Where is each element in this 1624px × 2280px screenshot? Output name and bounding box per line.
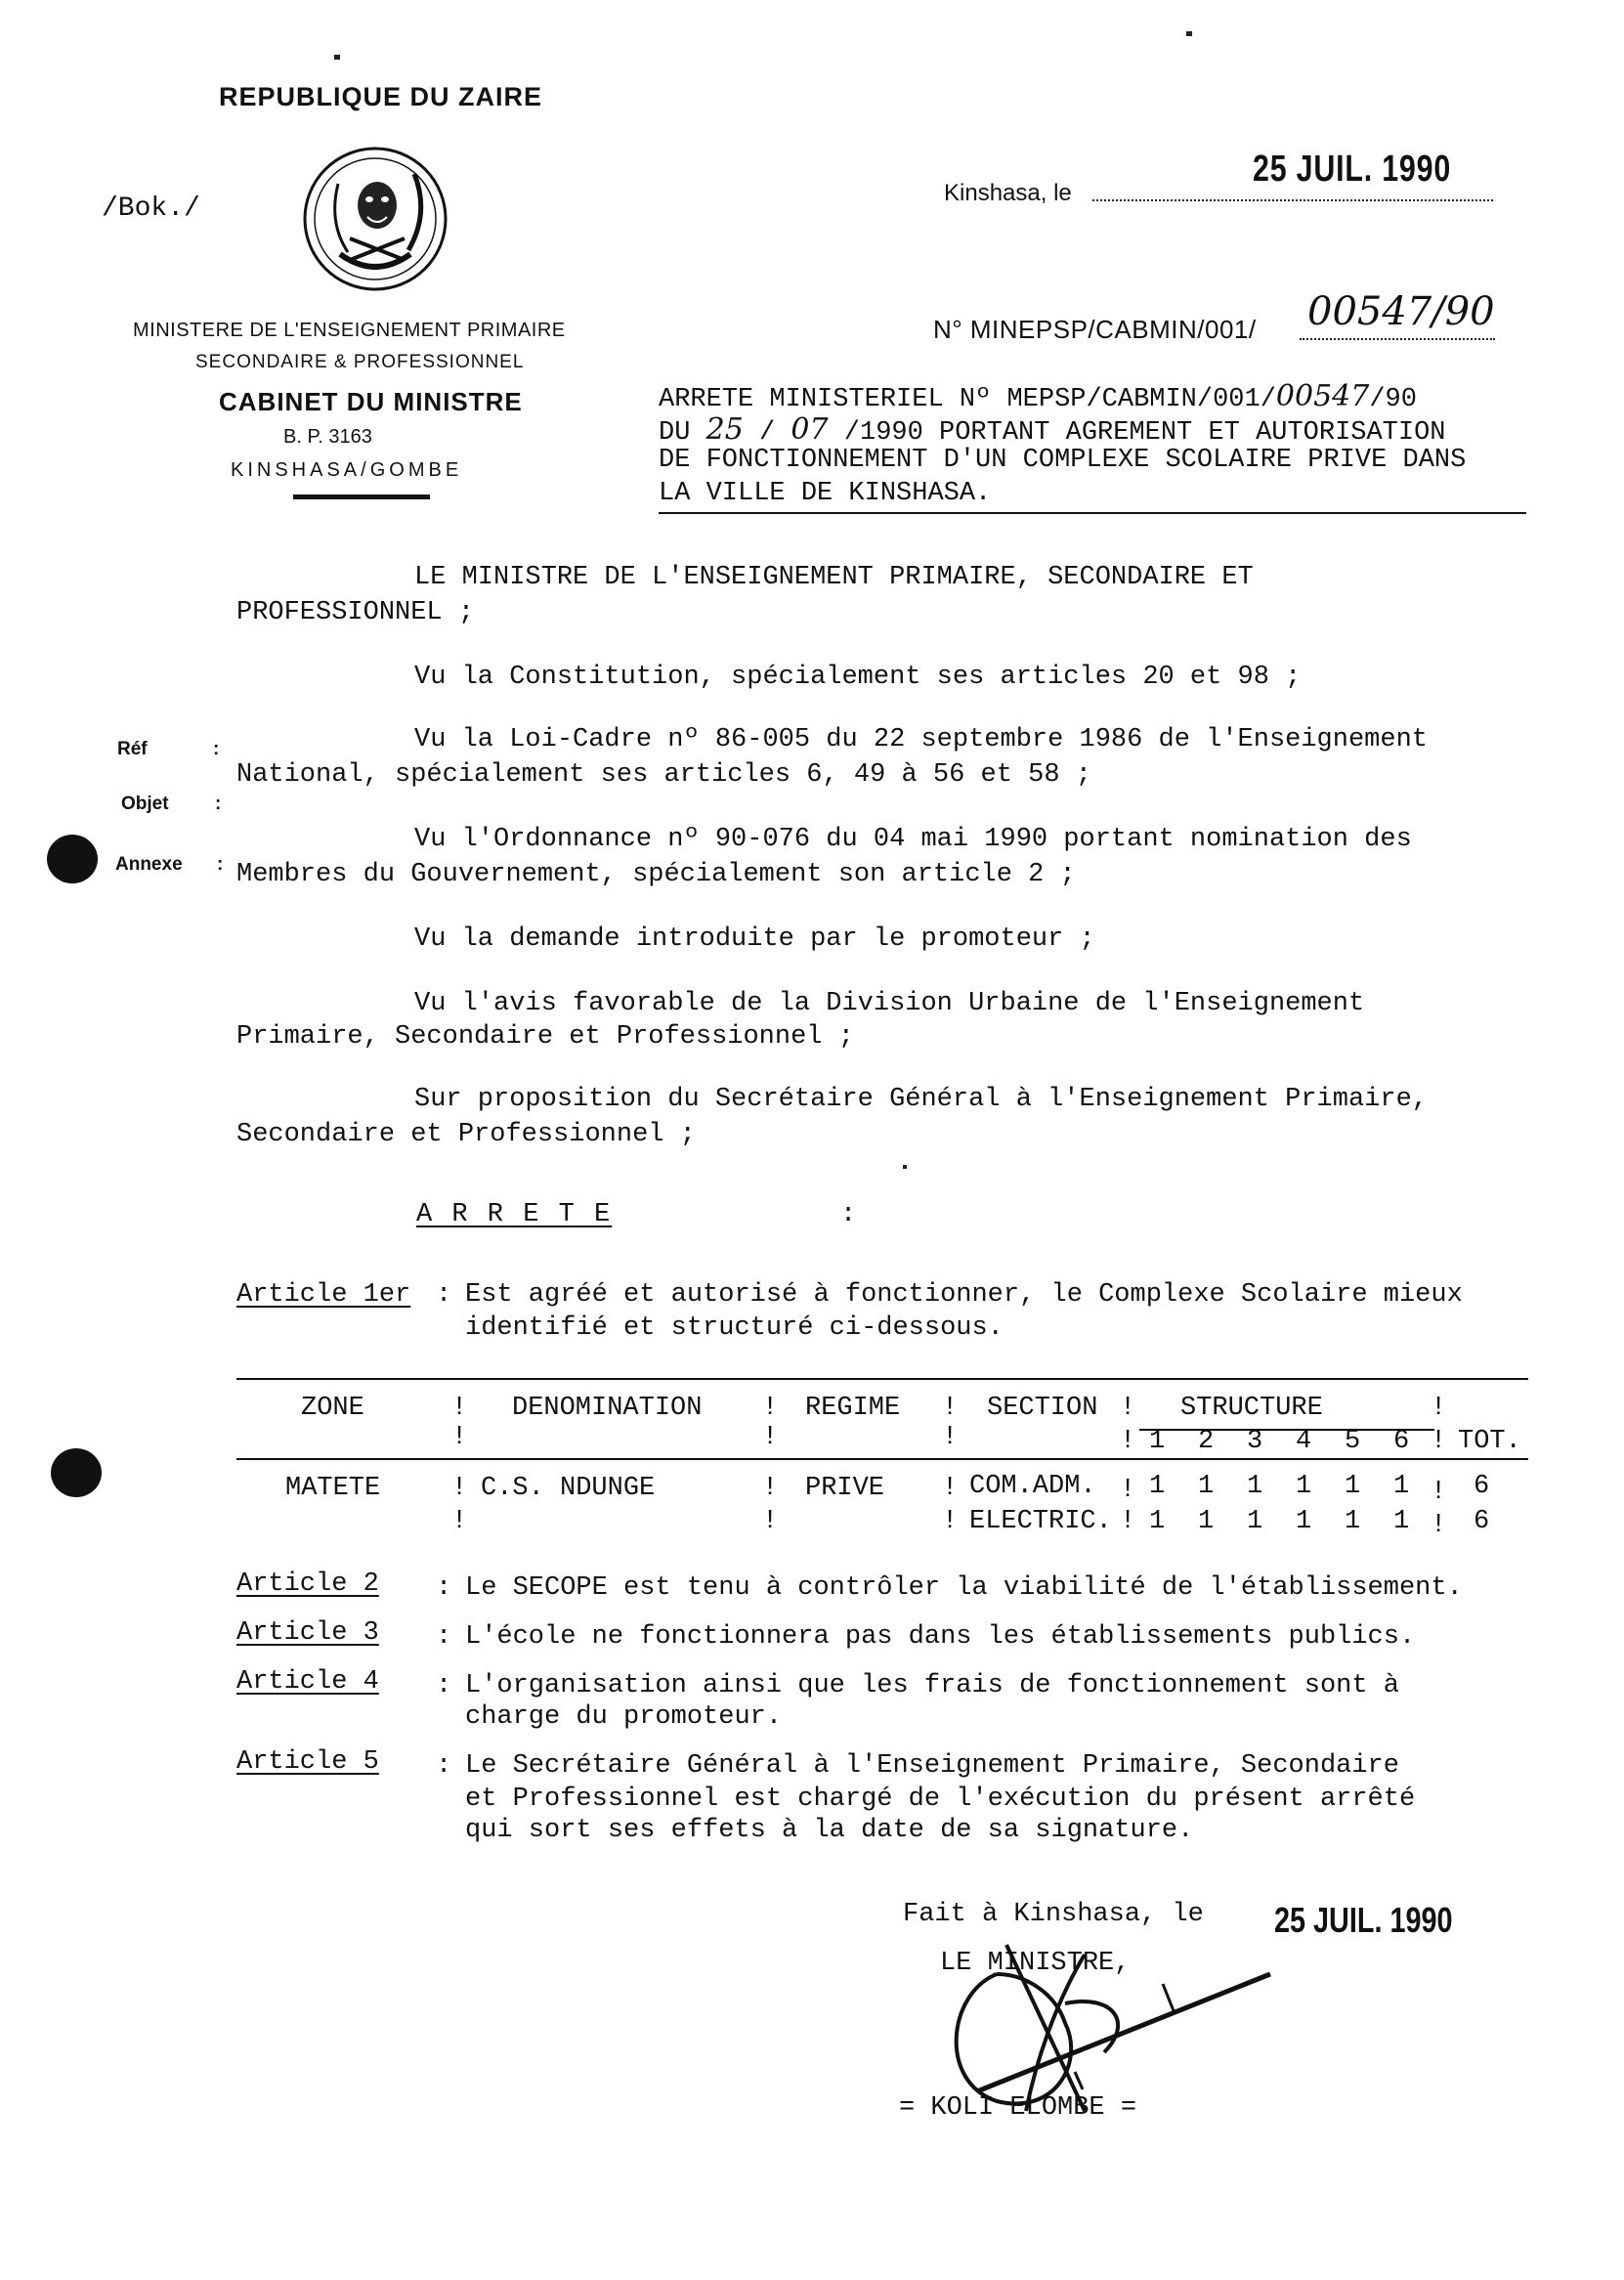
- article-3-line1: L'école ne fonctionnera pas dans les établissements publics.: [465, 1622, 1416, 1652]
- article-5-sep: :: [436, 1751, 452, 1781]
- structure-col-1: 1: [1149, 1427, 1166, 1456]
- table-header-denomination: DENOMINATION: [512, 1394, 703, 1423]
- table-cell-total: 6: [1474, 1472, 1490, 1501]
- side-colon-annexe: :: [217, 854, 224, 875]
- table-separator: !: [1431, 1394, 1447, 1423]
- table-cell-value: 1: [1198, 1507, 1215, 1536]
- table-separator: !: [1120, 1427, 1136, 1456]
- table-separator: !: [1431, 1427, 1447, 1456]
- article-3-label: Article 3: [236, 1618, 379, 1648]
- table-header-zone: ZONE: [301, 1394, 364, 1423]
- preamble-p2: Vu la Constitution, spécialement ses articles 20 et 98 ;: [414, 663, 1302, 692]
- table-header-rule: [236, 1458, 1528, 1460]
- signature-place-line: Fait à Kinshasa, le: [903, 1900, 1204, 1929]
- side-label-ref: Réf: [117, 739, 148, 759]
- reference-label: N° MINEPSP/CABMIN/001/: [933, 315, 1257, 344]
- city-line: KINSHASA/GOMBE: [231, 459, 463, 481]
- structure-underline: [1139, 1429, 1434, 1431]
- table-cell-value: 1: [1296, 1472, 1312, 1501]
- table-cell-value: 1: [1247, 1507, 1263, 1536]
- title-hand-month: 07: [791, 412, 829, 447]
- structure-col-2: 2: [1198, 1427, 1215, 1456]
- decree-heading: A R R E T E: [416, 1200, 613, 1229]
- article-1-label: Article 1er: [236, 1280, 411, 1310]
- dateline-dots: [1092, 199, 1493, 201]
- signature-stamp-date: 25 JUIL. 1990: [1274, 1900, 1453, 1940]
- dateline-stamp: 25 JUIL. 1990: [1253, 149, 1452, 190]
- side-colon-objet: :: [215, 794, 222, 814]
- structure-col-5: 5: [1345, 1427, 1361, 1456]
- table-cell-value: 1: [1149, 1507, 1166, 1536]
- table-header-section: SECTION: [987, 1394, 1098, 1423]
- article-2-label: Article 2: [236, 1570, 379, 1599]
- table-separator: !: [942, 1423, 959, 1452]
- reference-handwritten: 00547/90: [1307, 289, 1495, 334]
- decree-colon: :: [840, 1200, 857, 1229]
- article-4-label: Article 4: [236, 1667, 379, 1697]
- table-separator: !: [1120, 1394, 1136, 1423]
- article-5-line2: et Professionnel est chargé de l'exécution du présent arrêté: [465, 1785, 1416, 1814]
- scan-speck: [1186, 31, 1192, 36]
- ministry-line-1: MINISTERE DE L'ENSEIGNEMENT PRIMAIRE: [133, 320, 566, 341]
- table-cell-value: 1: [1296, 1507, 1312, 1536]
- city-underline: [293, 495, 430, 499]
- table-separator: !: [762, 1507, 779, 1536]
- table-cell-value: 1: [1198, 1472, 1215, 1501]
- title-line-3: DE FONCTIONNEMENT D'UN COMPLEXE SCOLAIRE PRIVE DANS: [659, 446, 1467, 475]
- ref-initials: /Bok./: [102, 194, 200, 224]
- signature-name: = KOLI ELOMBE =: [899, 2093, 1137, 2123]
- ministry-line-2: SECONDAIRE & PROFESSIONNEL: [195, 352, 525, 372]
- table-cell-value: 1: [1345, 1507, 1361, 1536]
- punch-hole-mark: [45, 833, 100, 885]
- table-cell-value: 1: [1247, 1472, 1263, 1501]
- table-cell-value: 1: [1393, 1472, 1410, 1501]
- preamble-p1-line2: PROFESSIONNEL ;: [236, 598, 475, 627]
- table-separator: !: [1120, 1476, 1136, 1505]
- article-2-sep: :: [436, 1573, 452, 1603]
- article-1-line1: Est agréé et autorisé à fonctionner, le Complexe Scolaire mieux: [465, 1280, 1463, 1310]
- dateline-label: Kinshasa, le: [944, 180, 1072, 206]
- title-rule: [659, 512, 1526, 514]
- scan-speck: [903, 1165, 907, 1169]
- table-header-total: TOT.: [1458, 1427, 1521, 1456]
- table-separator: !: [1120, 1507, 1136, 1536]
- preamble-p3-line2: National, spécialement ses articles 6, 49 à 56 et 58 ;: [236, 760, 1091, 790]
- title-hand-number: 00547: [1275, 379, 1370, 413]
- structure-col-4: 4: [1296, 1427, 1312, 1456]
- title-line-2: DU 25 / 07 /1990 PORTANT AGREMENT ET AUTORISATION: [659, 412, 1446, 448]
- country-name: REPUBLIQUE DU ZAIRE: [219, 82, 543, 111]
- article-5-label: Article 5: [236, 1747, 379, 1777]
- article-1-line2: identifié et structuré ci-dessous.: [465, 1313, 1004, 1343]
- handwritten-signature: [919, 1915, 1290, 2140]
- punch-hole-mark: [49, 1446, 104, 1499]
- table-cell-value: 1: [1149, 1472, 1166, 1501]
- structure-col-6: 6: [1393, 1427, 1410, 1456]
- table-separator: !: [762, 1474, 779, 1503]
- table-cell-denomination: C.S. NDUNGE: [481, 1474, 656, 1503]
- table-separator: !: [762, 1423, 779, 1452]
- preamble-p6-line2: Primaire, Secondaire et Professionnel ;: [236, 1022, 854, 1052]
- table-separator: !: [942, 1474, 959, 1503]
- reference-dots: [1300, 338, 1495, 340]
- table-cell-value: 1: [1393, 1507, 1410, 1536]
- article-2-line1: Le SECOPE est tenu à contrôler la viabilité de l'établissement.: [465, 1573, 1463, 1603]
- preamble-p5: Vu la demande introduite par le promoteur ;: [414, 925, 1095, 954]
- coat-of-arms-emblem: [299, 145, 451, 293]
- table-separator: !: [451, 1423, 468, 1452]
- table-header-structure: STRUCTURE: [1180, 1394, 1323, 1423]
- table-top-rule: [236, 1378, 1528, 1380]
- preamble-p6-line1: Vu l'avis favorable de la Division Urbaine de l'Enseignement: [414, 989, 1365, 1018]
- article-5-line1: Le Secrétaire Général à l'Enseignement Primaire, Secondaire: [465, 1751, 1399, 1781]
- title-hand-day: 25: [705, 412, 744, 447]
- table-cell-section: COM.ADM.: [969, 1472, 1096, 1501]
- preamble-p4-line1: Vu l'Ordonnance nº 90-076 du 04 mai 1990 portant nomination des: [414, 825, 1412, 854]
- table-separator: !: [451, 1507, 468, 1536]
- table-cell-section: ELECTRIC.: [969, 1507, 1112, 1536]
- article-5-line3: qui sort ses effets à la date de sa signature.: [465, 1816, 1194, 1845]
- signature-title: LE MINISTRE,: [940, 1949, 1131, 1978]
- table-separator: !: [451, 1394, 468, 1423]
- table-separator: !: [1431, 1511, 1447, 1540]
- table-cell-value: 1: [1345, 1472, 1361, 1501]
- title-line-4: LA VILLE DE KINSHASA.: [659, 479, 992, 508]
- table-separator: !: [1431, 1478, 1447, 1507]
- article-4-sep: :: [436, 1671, 452, 1700]
- article-4-line2: charge du promoteur.: [465, 1702, 783, 1732]
- table-separator: !: [942, 1507, 959, 1536]
- table-cell-regime: PRIVE: [805, 1474, 885, 1503]
- preamble-p4-line2: Membres du Gouvernement, spécialement son article 2 ;: [236, 860, 1076, 889]
- table-separator: !: [942, 1394, 959, 1423]
- title-line-1: ARRETE MINISTERIEL Nº MEPSP/CABMIN/001/00547/90: [659, 379, 1417, 414]
- cabinet-title: CABINET DU MINISTRE: [219, 387, 523, 416]
- side-label-annexe: Annexe: [115, 854, 183, 875]
- table-separator: !: [762, 1394, 779, 1423]
- table-separator: !: [451, 1474, 468, 1503]
- preamble-p7-line2: Secondaire et Professionnel ;: [236, 1120, 696, 1149]
- side-label-objet: Objet: [121, 794, 169, 814]
- preamble-p1-line1: LE MINISTRE DE L'ENSEIGNEMENT PRIMAIRE, SECONDAIRE ET: [414, 563, 1254, 592]
- article-3-sep: :: [436, 1622, 452, 1652]
- preamble-p7-line1: Sur proposition du Secrétaire Général à l'Enseignement Primaire,: [414, 1085, 1428, 1114]
- table-header-regime: REGIME: [805, 1394, 901, 1423]
- structure-col-3: 3: [1247, 1427, 1263, 1456]
- preamble-p3-line1: Vu la Loi-Cadre nº 86-005 du 22 septembre 1986 de l'Enseignement: [414, 725, 1428, 754]
- scan-speck: [334, 55, 340, 60]
- side-colon-ref: :: [213, 739, 220, 759]
- article-1-sep: :: [436, 1280, 452, 1310]
- table-cell-total: 6: [1474, 1507, 1490, 1536]
- table-cell-zone: MATETE: [285, 1474, 381, 1503]
- article-4-line1: L'organisation ainsi que les frais de fonctionnement sont à: [465, 1671, 1399, 1700]
- po-box: B. P. 3163: [283, 426, 372, 448]
